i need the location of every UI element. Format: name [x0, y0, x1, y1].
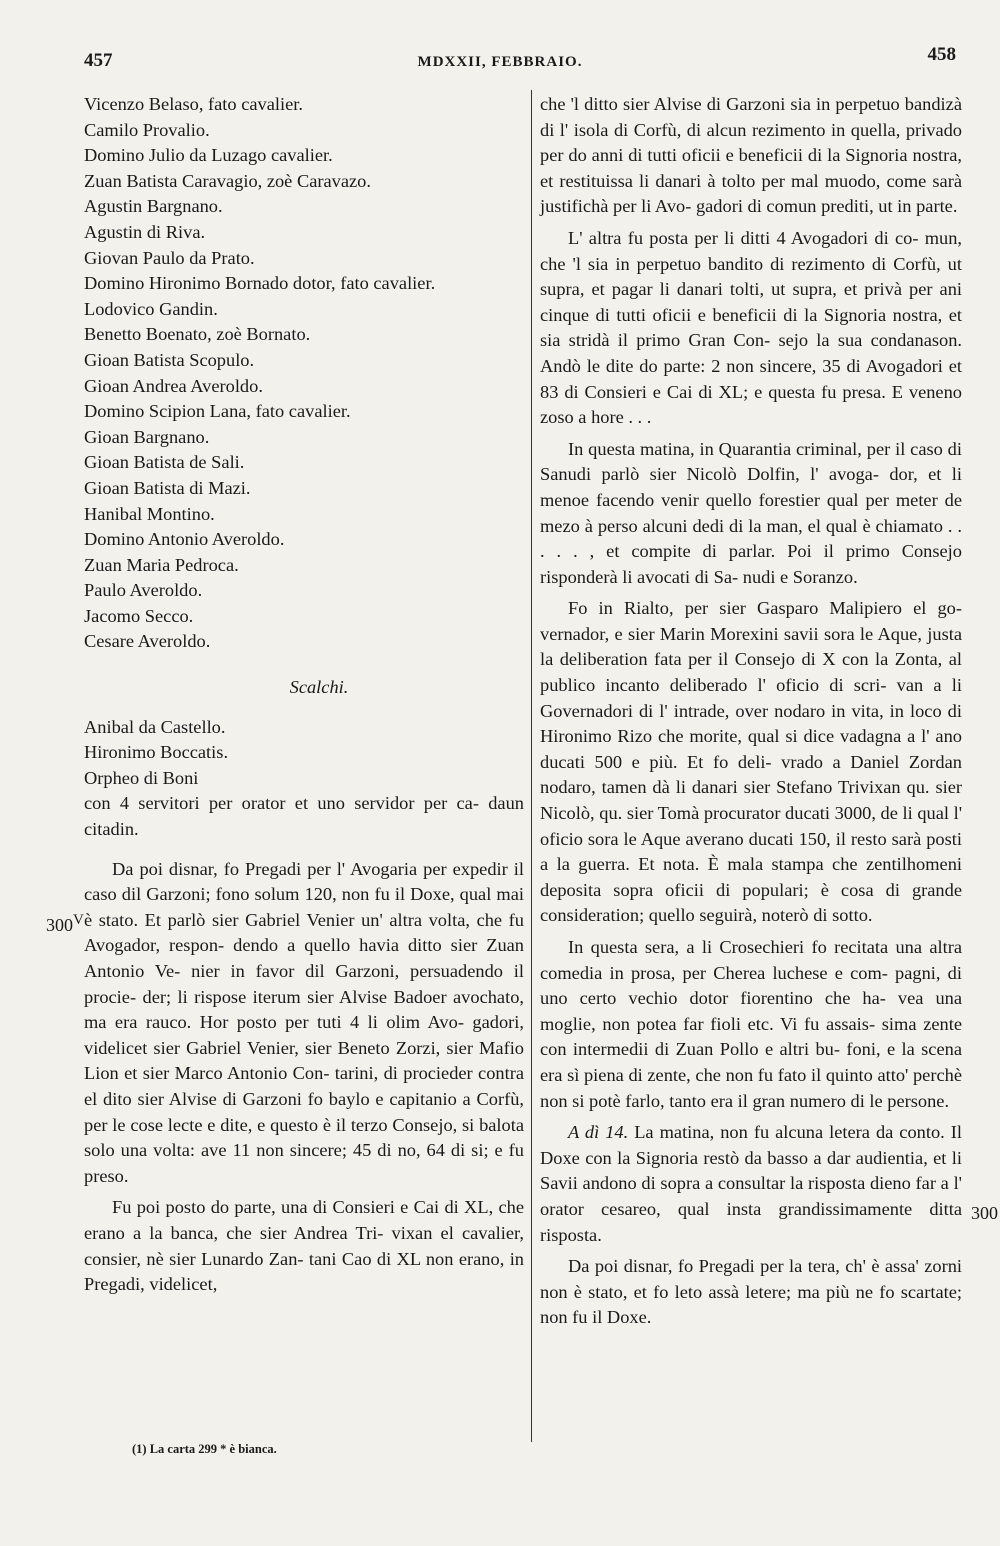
scalchi-line: Anibal da Castello. [84, 716, 226, 737]
margin-folio-number: 300 [46, 915, 73, 935]
right-column [540, 92, 962, 1331]
name-line: Zuan Batista Caravagio, zoè Caravazo. [84, 170, 371, 191]
page-header [0, 44, 1000, 84]
name-line: Benetto Boenato, zoè Bornato. [84, 324, 311, 345]
scalchi-continuation: con 4 servitori per orator et uno servidor per ca- daun citadin. [84, 793, 524, 840]
name-line: Giovan Paulo da Prato. [84, 247, 255, 268]
name-line: Domino Scipion Lana, fato cavalier. [84, 401, 351, 422]
date-heading: A dì 14. [568, 1122, 629, 1143]
name-line: Domino Antonio Averoldo. [84, 529, 285, 550]
name-line: Domino Julio da Luzago cavalier. [84, 145, 333, 166]
paragraph-crosechieri: In questa sera, a li Crosechieri fo recitata una altra comedia in prosa, per Cherea luchese e com- pagni, di uno certo vechio dotor fiorentino che ha- vea una moglie, non potea far fioli etc. Vi fu assais- sima zente con intermedii di Zuan Pollo e altri bu- foni, e la scena era sì piena di zente, che non fu fato il quinto atto' perchè non si potè farlo, tanto era il gran numero di le persone. [540, 937, 962, 1111]
name-line: Gioan Batista de Sali. [84, 452, 245, 473]
paragraph-altra-parte: L' altra fu posta per li ditti 4 Avogadori di co- mun, che 'l sia in perpetuo bandito di rezimento di Corfù, ut supra, et pagar li danari tolti, ut supra, et privà per ani cinque di tutti oficii e beneficii di la Signoria nostra, et sia stridà il primo Gran Con- sejo la sua condanason. Andò le dite do parte: 2 non sincere, 35 di Avogadori et 83 di Consieri e Cai di XL; e questa fu presa. E veneno zoso a hore . . . [540, 227, 962, 428]
name-line: Cesare Averoldo. [84, 631, 211, 652]
name-line: Vicenzo Belaso, fato cavalier. [84, 94, 303, 114]
margin-folio-superscript: V [73, 912, 84, 928]
left-column [84, 92, 524, 1298]
name-line: Agustin di Riva. [84, 221, 206, 242]
section-heading-scalchi: Scalchi. [289, 677, 349, 698]
paragraph-quarantia: In questa matina, in Quarantia criminal, per il caso di Sanudi parlò sier Nicolò Dolfin, l' avoga- dor, et li menoe facendo venir quello forestier qual per meter de mezo à perso alcuni dedi di la man, el qual è chiamato . . . . . , et compite di parlar. Poi il primo Consejo risponderà li avocati di Sa- nudi e Soranzo. [540, 438, 962, 587]
date-paragraph-text: La matina, non fu alcuna letera da conto. Il Doxe con la Signoria restò da basso a dar audientia, et li Savii andono di sopra a consultar la risposta dieno far a l' orator cesareo, qual insta grandissimamente ditta risposta. [540, 1122, 962, 1245]
name-line: Hanibal Montino. [84, 503, 215, 524]
column-divider [531, 90, 532, 1442]
paragraph-avogaria: Da poi disnar, fo Pregadi per l' Avogaria per expedir il caso dil Garzoni; fono solum 120, non fu il Doxe, qual mai è stato. Et parlò sier Gabriel Venier un' altra volta, che fu Avogador, respon- dendo a quello havia ditto sier Zuan Antonio Ve- nier in favor dil Garzoni, persuadendo il procie- der; li rispose iterum sier Alvise Badoer avochato, ma era rauco. Hor posto per tuti 4 li olim Avo- gadori, videlicet sier Gabriel Venier, sier Beneto Zorzi, sier Mafio Lion et sier Marco Antonio Con- tarini, di procieder contra el dito sier Alvise di Garzoni fo baylo e capitanio a Corfù, per le cose lecte e dite, e questo è il terzo Consejo, si balota solo una volta: ave 11 non sincere; 45 di no, 64 di si; e fu preso. [84, 858, 524, 1186]
name-line: Camilo Provalio. [84, 119, 210, 140]
paragraph-continuation: che 'l ditto sier Alvise di Garzoni sia in perpetuo bandizà di l' isola di Corfù, di alcun rezimento in quella, privado per do anni di tutti oficii e beneficii di la Signoria nostra, et restituissa li danari à tolto per mal muodo, come sarà justifichà per li Avo- gadori di comun prediti, ut in parte. [540, 94, 962, 217]
paragraph-pregadi-tera: Da poi disnar, fo Pregadi per la tera, ch' è assa' zorni non è stato, et fo leto assà letere; ma più ne fo scartate; non fu il Doxe. [540, 1256, 962, 1328]
margin-folio-right: 300 [971, 1203, 998, 1223]
scalchi-line: Hironimo Boccatis. [84, 742, 229, 763]
name-line: Gioan Bargnano. [84, 426, 210, 447]
margin-folio-left [46, 912, 84, 936]
scalchi-line: Orpheo di Boni [84, 767, 199, 788]
name-line: Agustin Bargnano. [84, 196, 223, 217]
footnote: (1) La carta 299 * è bianca. [132, 1442, 277, 1456]
name-line: Gioan Andrea Averoldo. [84, 375, 263, 396]
name-line: Lodovico Gandin. [84, 298, 218, 319]
page-number-left: 457 [84, 50, 113, 71]
name-line: Paulo Averoldo. [84, 580, 203, 601]
name-line: Domino Hironimo Bornado dotor, fato cavalier. [84, 273, 436, 294]
paragraph-date-14 [540, 1120, 962, 1248]
paragraph-rialto: Fo in Rialto, per sier Gasparo Malipiero el go- vernador, e sier Marin Morexini savii sora le Aque, justa la deliberation fata per il Consejo di X con la Zonta, al publico incanto deliberado l' oficio di scri- van a li Governadori di l' intrade, over nodaro in vita, in loco di Hironimo Rizo che morite, qual si dice vadagna a l' ano ducati 500 e più. Et fo deli- vrado a Daniel Zordan nodaro, tamen dà li danari sier Stefano Trivixan qu. sier Nicolò, qu. sier Tomà procurator ducati 3000, de li qual l' oficio sora le Aque averano ducati 150, il resto sarà posti a la guerra. Et nota. È mala stampa che zentilhomeni deposita sopra oficii di populari; è cosa di grande consideration; quello seguirà, noterò di sotto. [540, 598, 963, 926]
name-line: Gioan Batista di Mazi. [84, 477, 251, 498]
paragraph-parte: Fu poi posto do parte, una di Consieri e Cai di XL, che erano a la banca, che sier Andrea Tri- vixan el cavalier, consier, nè sier Lunardo Zan- tani Cao di XL non erano, in Pregadi, videlicet, [84, 1197, 524, 1295]
running-title: MDXXII, FEBBRAIO. [417, 54, 583, 70]
name-line: Zuan Maria Pedroca. [84, 554, 239, 575]
page-number-right: 458 [927, 44, 956, 65]
name-line: Gioan Batista Scopulo. [84, 349, 255, 370]
name-line: Jacomo Secco. [84, 605, 194, 626]
